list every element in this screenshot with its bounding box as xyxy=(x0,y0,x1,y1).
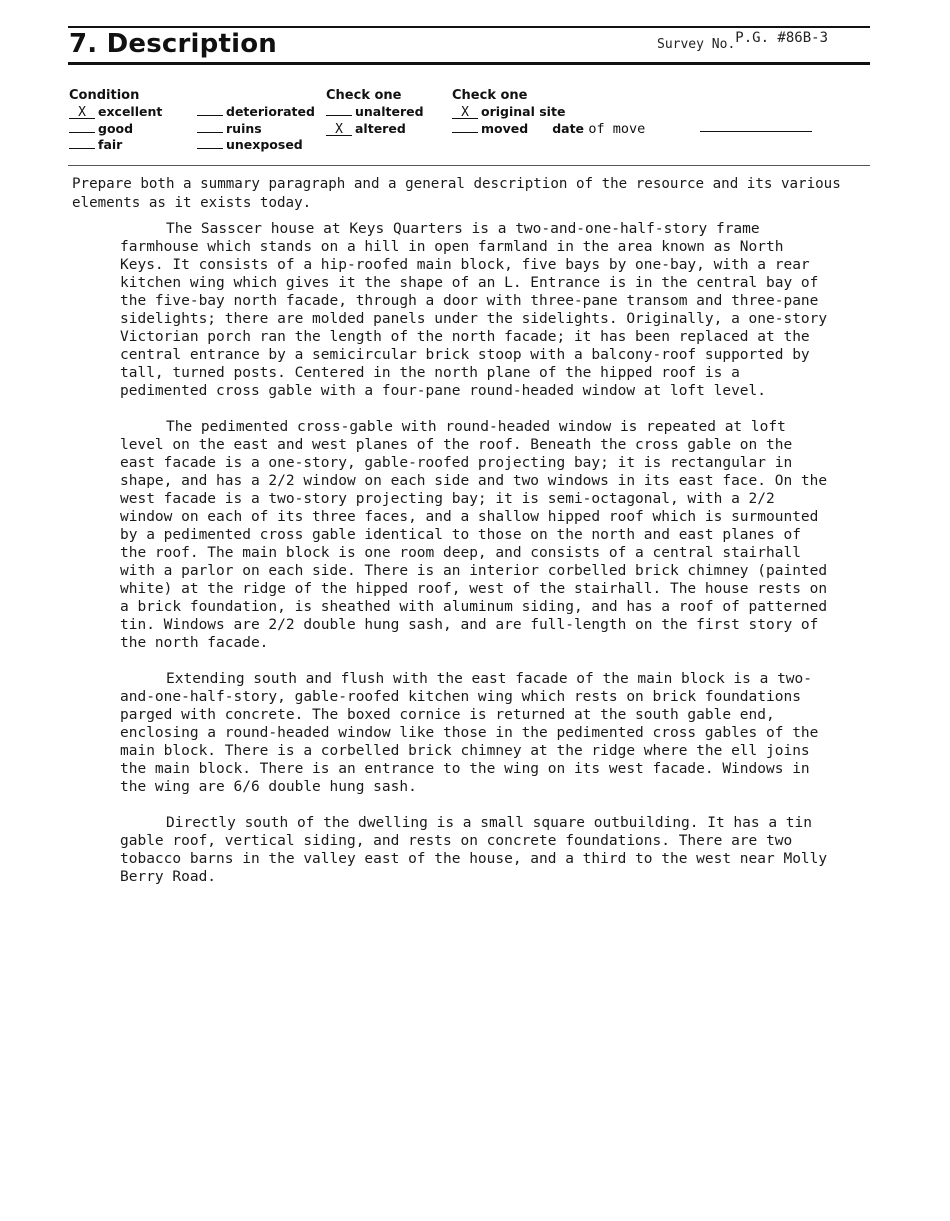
condition-option[interactable] xyxy=(197,121,315,138)
site-group xyxy=(452,88,645,137)
survey-value: P.G. #86B-3 xyxy=(735,30,828,46)
checkbox-blank[interactable]: X xyxy=(326,124,352,136)
condition-option[interactable] xyxy=(69,137,162,154)
option-label: fair xyxy=(98,137,123,152)
option-label: good xyxy=(98,120,134,136)
section-title: 7. Description xyxy=(69,29,277,59)
site-option[interactable] xyxy=(452,121,645,138)
checkbox-blank[interactable] xyxy=(326,104,352,116)
option-label: ruins xyxy=(226,120,262,136)
option-label: excellent xyxy=(98,104,163,119)
top-rule xyxy=(68,26,870,28)
description-paragraph: The Sasscer house at Keys Quarters is a two-and-one-half-story frame farmhouse which stands on a hill in open farmland in the area known as North Keys. It consists of a hip-roofed main block, five bays by one-bay, with a rear kitchen wing which gives it the shape of an L. Entrance is in the central bay of the five-bay north facade, through a door with three-pane transom and three-pane sidelights; there are molded panels under the sidelights. Originally, a one-story Victorian porch ran the length of the north facade; it has been replaced at the central entrance by a semicircular brick stoop with a balcony-roof supported by tall, turned posts. Centered in the north plane of the hipped roof is a pedimented cross gable with a four-pane round-headed window at loft level. xyxy=(120,221,828,399)
condition-option[interactable] xyxy=(197,104,315,121)
option-label: unexposed xyxy=(226,137,303,152)
header-rule xyxy=(68,62,870,65)
condition-group-2 xyxy=(197,104,315,154)
description-body xyxy=(120,220,830,904)
option-label: moved xyxy=(481,120,529,136)
alteration-option[interactable] xyxy=(326,121,424,138)
date-suffix: of move xyxy=(588,120,646,137)
option-label: original site xyxy=(481,104,566,119)
survey-label: Survey No. xyxy=(657,37,736,52)
condition-option[interactable] xyxy=(197,137,315,154)
condition-option[interactable] xyxy=(69,121,162,138)
check-one-heading: Check one xyxy=(326,88,402,103)
condition-option[interactable] xyxy=(69,104,162,121)
alteration-group xyxy=(326,88,424,137)
option-label: altered xyxy=(355,120,406,136)
option-label: deteriorated xyxy=(226,104,315,119)
survey-number xyxy=(657,30,828,52)
description-paragraph: The pedimented cross-gable with round-headed window is repeated at loft level on the east and west planes of the roof. Beneath the cross gable on the east facade is a one-story, gable-roofed projecting bay; it is rectangular in shape, and has a 2/2 window on each side and two windows in its east face. On the west facade is a two-story projecting bay; it is semi-octagonal, with a 2/2 window on each of its three faces, and a shallow hipped roof which is surmounted by a pedimented cross gable identical to those on the north and east planes of the roof. The main block is one room deep, and consists of a central stairhall with a parlor on each side. There is an interior corbelled brick chimney (painted white) at the ridge of the hipped roof, west of the stairhall. The house rests on a brick foundation, is sheathed with aluminum siding, and has a roof of patterned tin. Windows are 2/2 double hung sash, and are full-length on the first story of the north facade. xyxy=(120,419,828,651)
description-paragraph: Extending south and flush with the east facade of the main block is a two-and-one-half-story, gable-roofed kitchen wing which rests on brick foundations parged with concrete. The boxed cornice is returned at the south gable end, enclosing a round-headed window like those in the pedimented cross gables of the main block. There is a corbelled brick chimney at the ridge where the ell joins the main block. There is an entrance to the wing on its west facade. Windows in the wing are 6/6 double hung sash. xyxy=(120,671,819,795)
checkbox-blank[interactable] xyxy=(69,121,95,133)
date-of-move-field[interactable] xyxy=(700,131,812,132)
date-label: date xyxy=(552,120,585,136)
description-paragraph: Directly south of the dwelling is a small square outbuilding. It has a tin gable roof, vertical siding, and rests on concrete foundations. There are two tobacco barns in the valley east of the house, and a third to the west near Molly Berry Road. xyxy=(120,815,828,885)
condition-group xyxy=(69,88,162,154)
checkbox-blank[interactable]: X xyxy=(69,107,95,119)
condition-heading: Condition xyxy=(69,88,140,103)
options-rule xyxy=(68,165,870,166)
option-label: unaltered xyxy=(355,104,424,119)
checkbox-blank[interactable] xyxy=(197,104,223,116)
checkbox-blank[interactable] xyxy=(452,121,478,133)
checkbox-blank[interactable] xyxy=(69,137,95,149)
alteration-option[interactable] xyxy=(326,104,424,121)
instructions: Prepare both a summary paragraph and a general description of the resource and its various elements as it exists today. xyxy=(72,176,841,211)
check-one-heading: Check one xyxy=(452,88,528,103)
checkbox-blank[interactable]: X xyxy=(452,107,478,119)
site-option[interactable] xyxy=(452,104,645,121)
checkbox-blank[interactable] xyxy=(197,121,223,133)
checkbox-blank[interactable] xyxy=(197,137,223,149)
